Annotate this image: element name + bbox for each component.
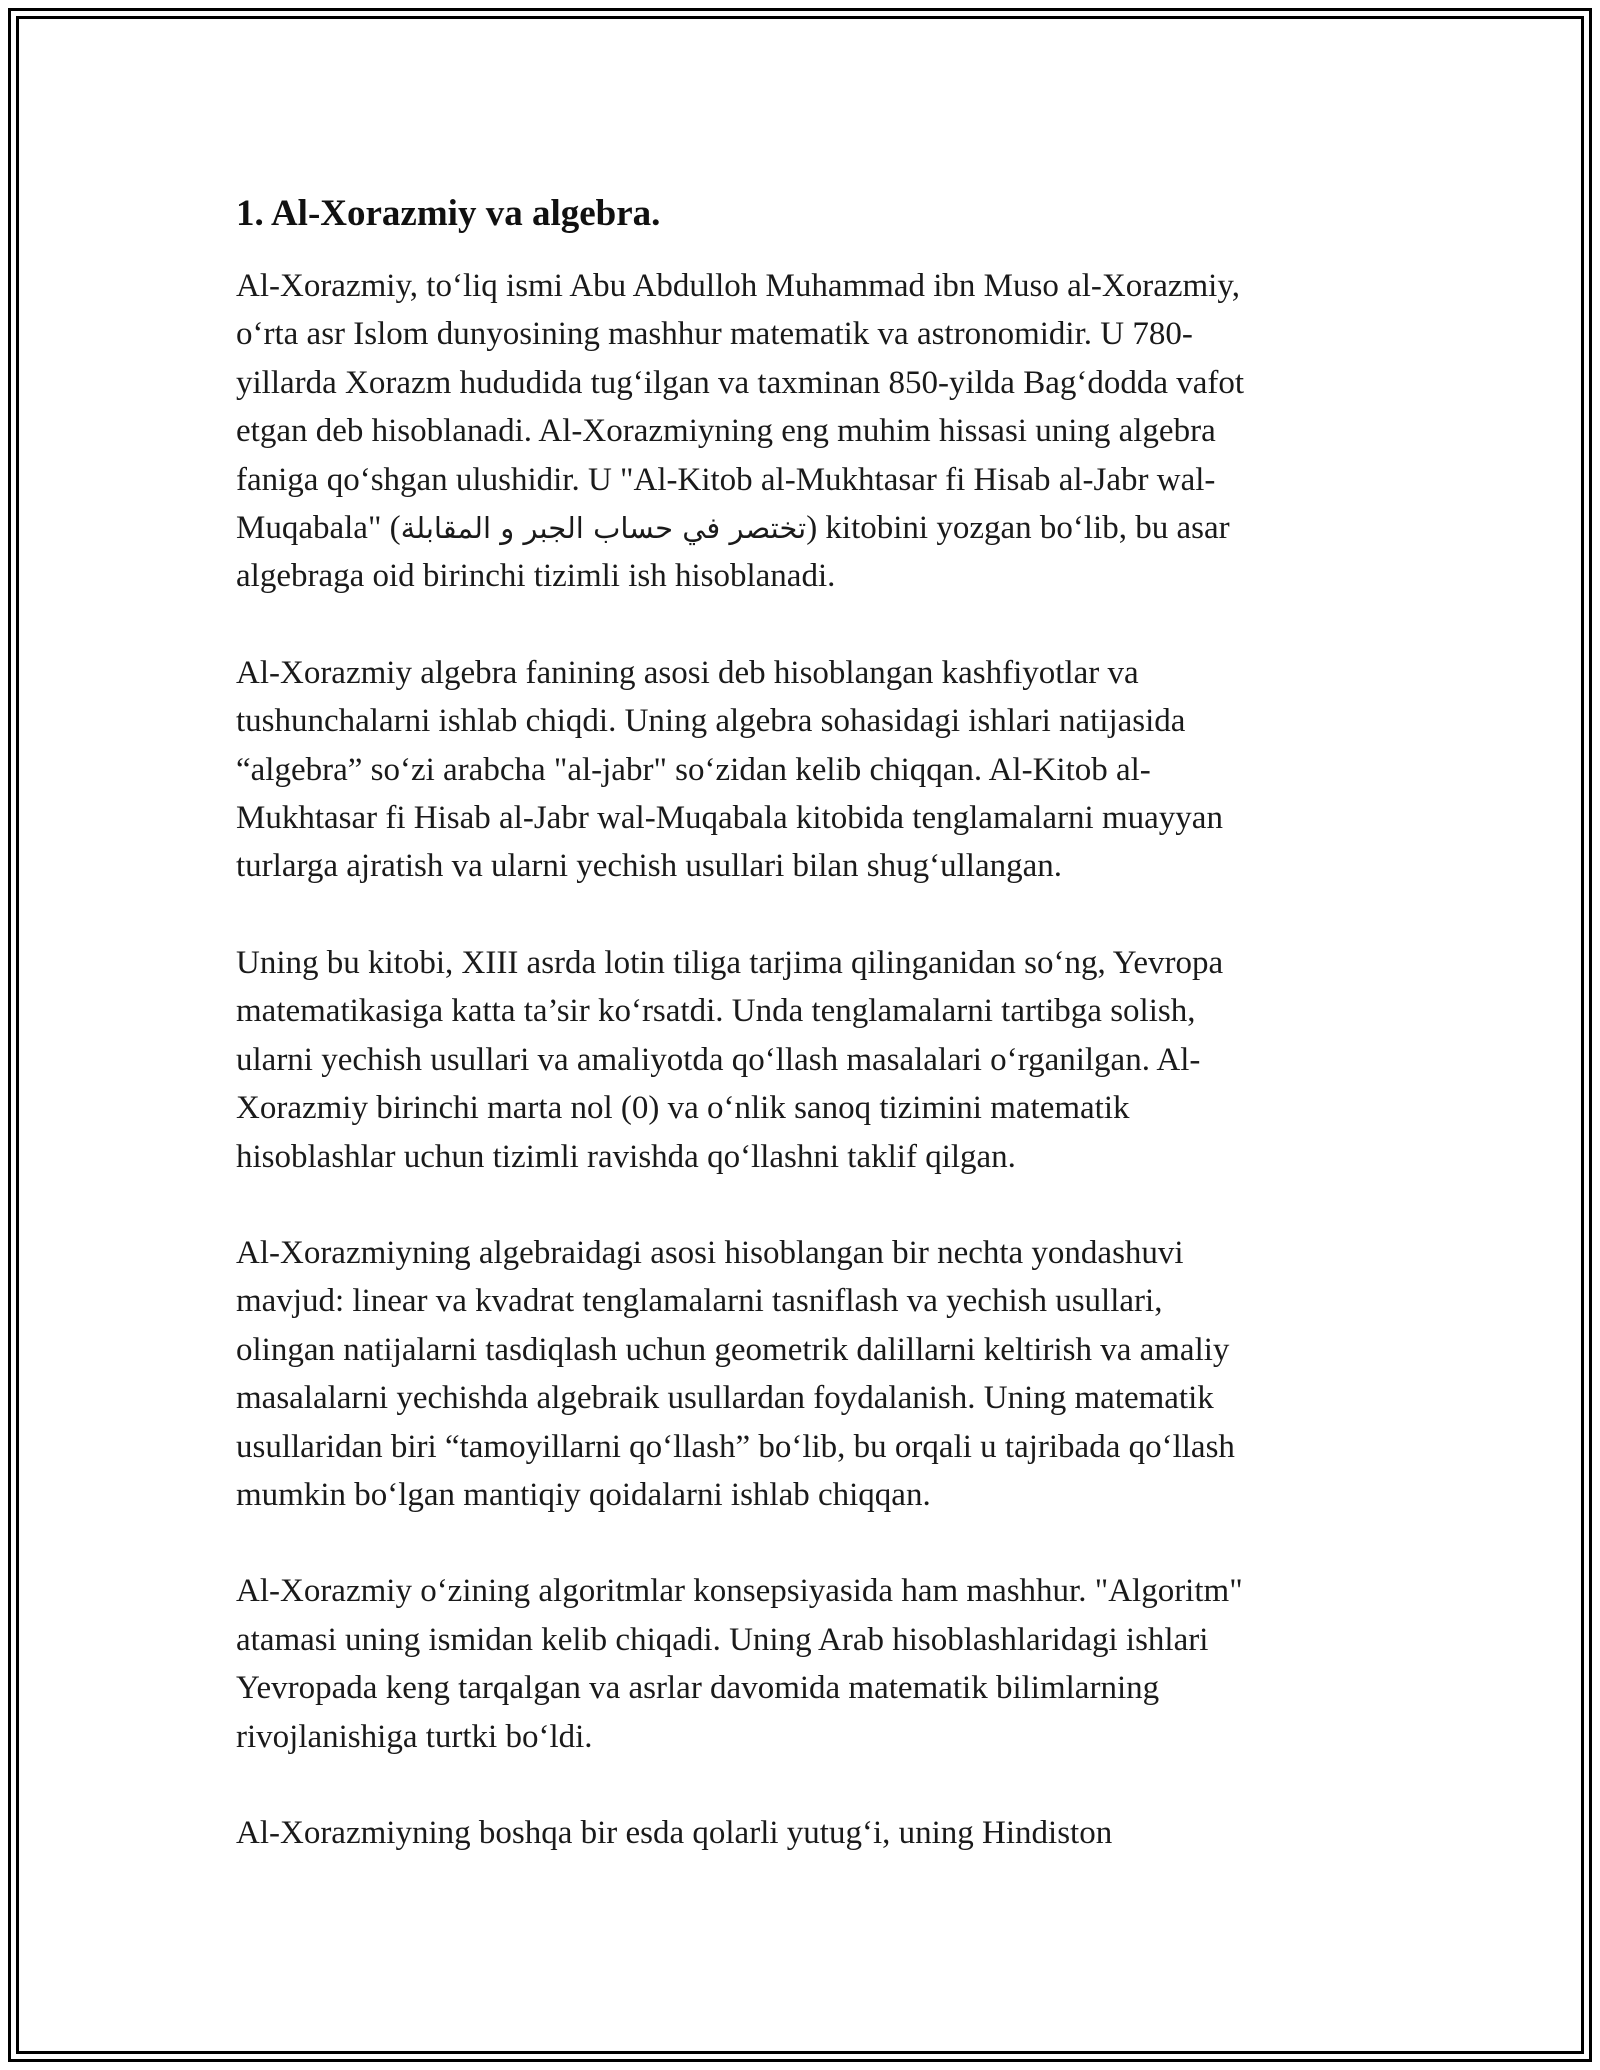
text-line: Uning bu kitobi, XIII asrda lotin tiliga tarjima qilinganidan so‘ng, Yevropa <box>236 944 1224 981</box>
text-line: tushunchalarni ishlab chiqdi. Uning algebra sohasidagi ishlari natijasida <box>236 703 1186 740</box>
text-line: Xorazmiy birinchi marta nol (0) va o‘nlik sanoq tizimini matematik <box>236 1090 1130 1127</box>
text-line: Al-Xorazmiyning boshqa bir esda qolarli yutug‘i, uning Hindiston <box>236 1814 1113 1851</box>
text-line: mumkin bo‘lgan mantiqiy qoidalarni ishlab chiqqan. <box>236 1476 931 1513</box>
text-line: masalalarni yechishda algebraik usullardan foydalanish. Uning matematik <box>236 1380 1214 1417</box>
text-line: “algebra” so‘zi arabcha "al-jabr" so‘zidan kelib chiqqan. Al-Kitob al- <box>236 751 1151 788</box>
text-line: hisoblashlar uchun tizimli ravishda qo‘llashni taklif qilgan. <box>236 1138 1016 1175</box>
text-line: usullaridan biri “tamoyillarni qo‘llash” bo‘lib, bu orqali u tajribada qo‘llash <box>236 1428 1235 1465</box>
arabic-title: تختصر في حساب الجبر و المقابلة <box>400 511 807 546</box>
text-line: ularni yechish usullari va amaliyotda qo‘llash masalalari o‘rganilgan. Al- <box>236 1041 1201 1078</box>
text-line: o‘rta asr Islom dunyosining mashhur matematik va astronomidir. U 780- <box>236 316 1193 353</box>
text-segment: ) kitobini yozgan bo‘lib, bu asar <box>806 510 1230 547</box>
section-heading: 1. Al-Xorazmiy va algebra. <box>236 193 661 234</box>
text-line: algebraga oid birinchi tizimli ish hisoblanadi. <box>236 558 836 595</box>
text-segment: Muqabala" ( <box>236 510 401 547</box>
paragraph-1 <box>236 262 1376 601</box>
text-line: olingan natijalarni tasdiqlash uchun geometrik dalillarni keltirish va amaliy <box>236 1331 1230 1368</box>
text-line: Al-Xorazmiy, to‘liq ismi Abu Abdulloh Muhammad ibn Muso al-Xorazmiy, <box>236 268 1240 304</box>
paragraph-2 <box>236 649 1376 891</box>
text-line: Yevropada keng tarqalgan va asrlar davomida matematik bilimlarning <box>236 1670 1160 1707</box>
text-line: Mukhtasar fi Hisab al-Jabr wal-Muqabala kitobida tenglamalarni muayyan <box>236 800 1223 837</box>
paragraph-5 <box>236 1567 1376 1761</box>
text-line: mavjud: linear va kvadrat tenglamalarni tasniflash va yechish usullari, <box>236 1283 1163 1320</box>
text-line: etgan deb hisoblanadi. Al-Xorazmiyning eng muhim hissasi uning algebra <box>236 413 1216 450</box>
text-line: atamasi uning ismidan kelib chiqadi. Uning Arab hisoblashlaridagi ishlari <box>236 1621 1209 1658</box>
text-line: Al-Xorazmiyning algebraidagi asosi hisoblangan bir nechta yondashuvi <box>236 1234 1184 1271</box>
paragraph-4 <box>236 1229 1376 1519</box>
text-line: yillarda Xorazm hududida tug‘ilgan va taxminan 850-yilda Bag‘dodda vafot <box>236 364 1245 401</box>
paragraph-3 <box>236 939 1376 1181</box>
text-line: matematikasiga katta ta’sir ko‘rsatdi. Unda tenglamalarni tartibga solish, <box>236 993 1196 1030</box>
text-line: Al-Xorazmiy o‘zining algoritmlar konsepsiyasida ham mashhur. "Algoritm" <box>236 1573 1243 1610</box>
document-body <box>236 190 1376 1905</box>
text-line: turlarga ajratish va ularni yechish usullari bilan shug‘ullangan. <box>236 848 1062 885</box>
text-line: faniga qo‘shgan ulushidir. U "Al-Kitob al-Mukhtasar fi Hisab al-Jabr wal- <box>236 461 1216 498</box>
text-line: rivojlanishiga turtki bo‘ldi. <box>236 1718 593 1755</box>
paragraph-6 <box>236 1809 1376 1857</box>
text-line-with-arabic <box>236 504 1376 552</box>
text-line: Al-Xorazmiy algebra fanining asosi deb hisoblangan kashfiyotlar va <box>236 654 1139 691</box>
